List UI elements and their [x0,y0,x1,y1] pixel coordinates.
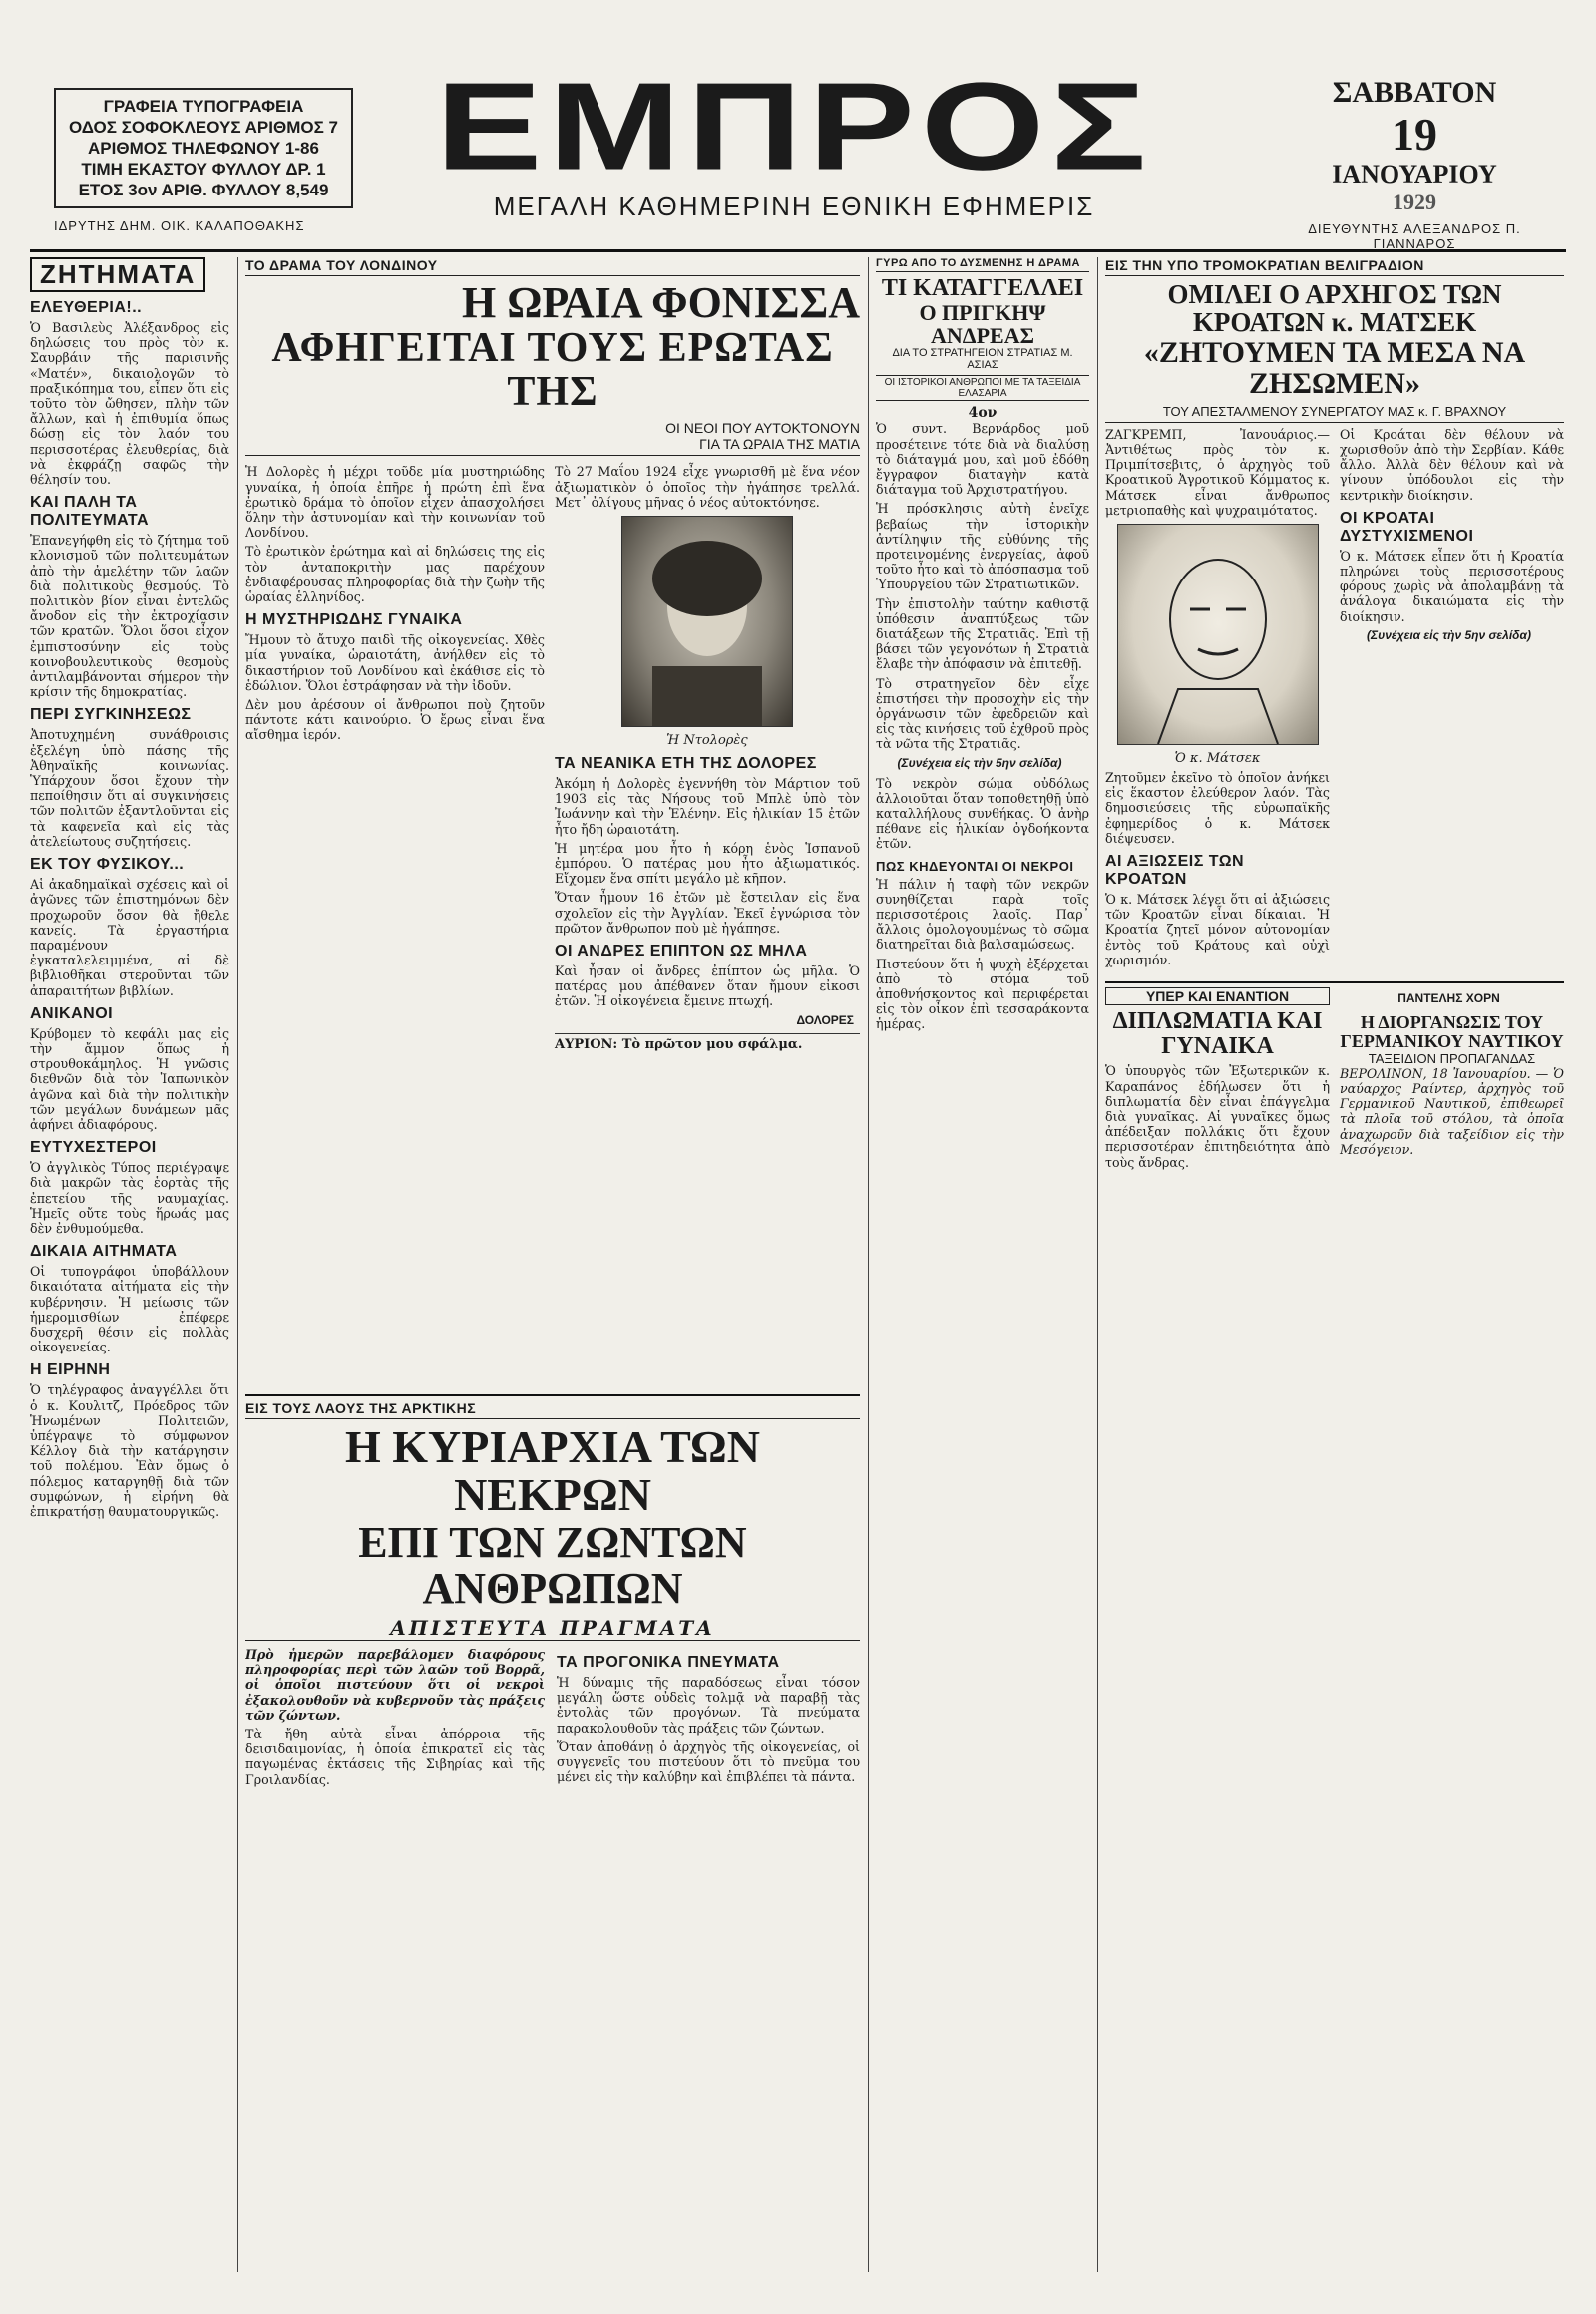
article-matsek [1105,257,1564,2272]
subhead: ΟΙ ΚΡΟΑΤΑΙ ΔΥΣΤΥΧΙΣΜΕΝΟΙ [1340,509,1474,545]
paragraph: Ὁ κ. Μάτσεκ λέγει ὅτι αἱ ἀξιώσεις τῶν Κροατῶν εἶναι δίκαιαι. Ἡ Κροατία ζητεῖ μόνον αὐτονομίαν ἐντὸς τοῦ Κράτους καὶ οὐχὶ χωρισμόν. [1105,891,1330,967]
series-number: 4ον [968,405,998,422]
paragraph: ΖΑΓΚΡΕΜΠ, Ἰανουάριος.— Ἀντιθέτως πρὸς τὸν κ. Πριμπίτσεβιτς, ὁ ἀρχηγὸς τοῦ Κροατικοῦ Ἀγροτικοῦ Κόμματος κ. Μάτσεκ εἶναι ἄνθρωπος μετριοπαθὴς καὶ ψυχραιμότατος. [1105,426,1330,518]
masthead-date [1265,76,1564,251]
paragraph: Οἱ Κροάται δὲν θέλουν νὰ χωρισθοῦν ἀπὸ τὴν Σερβίαν. Κάθε ἄλλο. Ἀλλὰ δὲν θέλουν καὶ νὰ γίνουν ὑπόδουλοι εἰς τὴν κεντρικὴν διοίκησιν. [1340,426,1564,503]
paragraph: Τὸ ἐρωτικὸν ἐρώτημα καὶ αἱ δηλώσεις της εἰς τὸν ἀνταποκριτὴν μας παρέχουν ἐνδιαφέρουσας πληροφορίας διὰ τὴν ζωὴν τῆς ὡραίας ἑλληνίδος. [245,544,545,604]
subhead: ΚΑΙ ΠΑΛΗ ΤΑ ΠΟΛΙΤΕΥΜΑΤΑ [30,494,149,530]
masthead-info [54,88,353,233]
paragraph: Καὶ ἦσαν οἱ ἄνδρες ἐπίπτον ὡς μῆλα. Ὁ πατέρας μου ἀπέθανεν ὅταν ἤμουν εἰκοσι ἐτῶν. Ἡ οἰκογένεια ἔμεινε πτωχή. [555,964,860,1009]
newspaper-subtitle: ΜΕΓΑΛΗ ΚΑΘΗΜΕΡΙΝΗ ΕΘΝΙΚΗ ΕΦΗΜΕΡΙΣ [493,192,1095,221]
paragraph: ΒΕΡΟΛΙΝΟΝ, 18 Ἰανουαρίου. — Ὁ ναύαρχος Ραίντερ, ἀρχηγὸς τοῦ Γερμανικοῦ Ναυτικοῦ, ἐπιθεωρεῖ τὰ πλοῖα τοῦ στόλου, τὰ ὁποῖα ἀναχωροῦν διὰ ταξείδιον εἰς τὴν Μεσόγειον. [1340,1065,1564,1157]
byline: ΤΟΥ ΑΠΕΣΤΑΛΜΕΝΟΥ ΣΥΝΕΡΓΑΤΟΥ ΜΑΣ κ. Γ. ΒΡΑΧΝΟΥ [1105,404,1564,423]
headline: ΕΠΙ ΤΩΝ ΖΩΝΤΩΝ ΑΝΘΡΩΠΩΝ [358,1517,747,1613]
subheadline: ΤΑΞΕΙΔΙΟΝ ΠΡΟΠΑΓΑΝΔΑΣ [1368,1050,1536,1066]
masthead-title [435,56,1153,222]
paragraph: Ἡ Δολορὲς ἡ μέχρι τοῦδε μία μυστηριώδης γυναίκα, ἡ ὁποία ἐπῆρε ἡ πρώτη ἐπὶ ἕνα ἐρωτικὸ δράμα τὸ ὁποῖον εἶχεν ἀπασχολήσει ὅλην τὴν ἀστυνομίαν καὶ τὴν κοινωνίαν τοῦ Λονδίνου. [245,464,545,541]
paragraph-lead: Πρὸ ἡμερῶν παρεβάλομεν διαφόρους πληροφορίας περὶ τῶν λαῶν τοῦ Βορρᾶ, οἱ ὁποῖοι πιστεύουν ὅτι οἱ νεκροὶ ἐξακολουθοῦν νὰ κυβερνοῦν τὰς πράξεις τῶν ζώντων. [245,1646,545,1723]
paragraph: Ἀποτυχημένη συνάθροισις ἐξελέγη ὑπὸ πάσης τῆς Ἀθηναϊκῆς κοινωνίας. Ὑπάρχουν ὅσοι ἔχουν τὴν πεποίθησιν ὅτι αἱ συγκινήσεις τῶν πολιτῶν ἐξαντλοῦνται εἰς τὰ καφενεῖα καὶ εἰς τὰς ἀτελείωτους συζητήσεις. [30,727,229,849]
info-line: ΤΙΜΗ ΕΚΑΣΤΟΥ ΦΥΛΛΟΥ ΔΡ. 1 [81,160,326,179]
column-divider [237,257,238,2272]
headline: Η ΩΡΑΙΑ ΦΟΝΙΣΣΑ [461,278,860,327]
subhead: ΕΛΕΥΘΕΡΙΑ!.. [30,299,143,316]
paragraph: Οἱ τυπογράφοι ὑποβάλλουν δικαιότατα αἰτήματα εἰς τὴν κυβέρνησιν. Ἡ μείωσις τῶν ἡμερομισθίων ἐπέφερε δυσχερῆ θέσιν εἰς πολλὰς οἰκογενείας. [30,1264,229,1355]
photo-dolores [621,516,793,727]
paragraph: Ὁ κ. Μάτσεκ εἶπεν ὅτι ἡ Κροατία πληρώνει τοὺς περισσοτέρους φόρους χωρὶς νὰ ἀπολαμβάνῃ τὰ ἀνάλογα δικαιώματα εἰς τὴν διοίκησιν. [1340,548,1564,624]
paragraph: Ἡ πάλιν ἡ ταφὴ τῶν νεκρῶν συνηθίζεται παρὰ τοῖς περισσοτέροις λαοῖς. Παρ᾽ ἄλλοις ὁμολογουμένως τὸ σῶμα διατηρεῖται διὰ βαλσαμώσεως. [876,876,1089,953]
photo-caption: Ἡ Ντολορὲς [666,732,748,748]
subhead: ΕΚ ΤΟΥ ΦΥΣΙΚΟΥ... [30,856,185,874]
paragraph: Ὁ Βασιλεὺς Ἀλέξανδρος εἰς δηλώσεις του πρὸς τὸν κ. Σαυρβάιν τῆς παρισινῆς «Ματέν», δικαιολογῶν τὸ πραξικόπημα του, εἶπεν ὅτι εἰς τοῦτο τὸν ὤθησεν, πλὴν τῶν ἄλλων, καὶ ἡ ἐπιθυμία ὅπως δώσῃ εἰς τὸν λαόν του περισσοτέρας ἐλευθερίας, διὰ νὰ ἐκφράζῃ σαφῶς τὴν θέλησίν του. [30,320,229,488]
headline: ΔΙΠΛΩΜΑΤΙΑ ΚΑΙ ΓΥΝΑΙΚΑ [1112,1007,1323,1060]
column-banner: ΥΠΕΡ ΚΑΙ ΕΝΑΝΤΙΟΝ [1105,987,1330,1005]
series-title: ΟΙ ΙΣΤΟΡΙΚΟΙ ΑΝΘΡΩΠΟΙ ΜΕ ΤΑ ΤΑΞΕΙΔΙΑ ΕΛΑΣΑΡΙΑ [876,375,1089,401]
subhead: ΑΙ ΑΞΙΩΣΕΙΣ ΤΩΝ ΚΡΟΑΤΩΝ [1105,852,1245,888]
director-line: ΔΙΕΥΘΥΝΤΗΣ ΑΛΕΞΑΝΔΡΟΣ Π. ΓΙΑΝΝΑΡΟΣ [1308,221,1521,251]
column-zitimata [30,257,229,2272]
subheadline: ΓΙΑ ΤΑ ΩΡΑΙΑ ΤΗΣ ΜΑΤΙΑ [245,436,860,456]
headline: ΤΙ ΚΑΤΑΓΓΕΛΛΕΙ [881,275,1084,301]
headline: «ΖΗΤΟΥΜΕΝ ΤΑ ΜΕΣΑ ΝΑ ΖΗΣΩΜΕΝ» [1143,335,1526,401]
subhead: ΕΥΤΥΧΕΣΤΕΡΟΙ [30,1139,157,1157]
paragraph: Ὁ ὑπουργὸς τῶν Ἐξωτερικῶν κ. Καραπάνος ἐδήλωσεν ὅτι ἡ διπλωματία δὲν εἶναι ἐπάγγελμα διὰ γυναῖκας. Αἱ γυναῖκες ὅμως ἀπέδειξαν πολλάκις ὅτι ἔχουν περισσοτέραν ἐπιτηδειότητα ἀπὸ τοὺς ἄνδρας. [1105,1063,1330,1170]
date-month: ΙΑΝΟΥΑΡΙΟΥ [1332,160,1497,189]
subhead: ΔΙΚΑΙΑ ΑΙΤΗΜΑΤΑ [30,1243,178,1261]
paragraph: Ζητοῦμεν ἐκεῖνο τὸ ὁποῖον ἀνήκει εἰς ἕκαστον ἐλεύθερον λαόν. Τὰς δημοσιεύσεις τῆς εὐρωπαϊκῆς ἐφημερίδος ὁ κ. Μάτσεκ διέψευσεν. [1105,769,1330,846]
paragraph: Ἡ δύναμις τῆς παραδόσεως εἶναι τόσον μεγάλη ὥστε οὐδεὶς τολμᾷ νὰ παραβῇ τὰς ἐντολὰς τῶν προγόνων. Τὰ πνεύματα παρακολουθοῦν τὰς πράξεις τῶν ζώντων. [557,1674,860,1736]
continued-note: (Συνέχεια εἰς τὴν 5ην σελίδα) [1367,627,1531,642]
info-line: ΟΔΟΣ ΣΟΦΟΚΛΕΟΥΣ ΑΡΙΘΜΟΣ 7 [69,118,338,137]
headline: Η ΚΥΡΙΑΡΧΙΑ ΤΩΝ ΝΕΚΡΩΝ [345,1421,760,1521]
headline: ΟΜΙΛΕΙ Ο ΑΡΧΗΓΟΣ ΤΩΝ ΚΡΟΑΤΩΝ κ. ΜΑΤΣΕΚ [1167,279,1502,338]
info-line: ΓΡΑΦΕΙΑ ΤΥΠΟΓΡΑΦΕΙΑ [103,97,304,116]
paragraph: Αἱ ἀκαδημαϊκαὶ σχέσεις καὶ οἱ ἀγῶνες τῶν ἐπιστημόνων δὲν προχωροῦν ὅσον θὰ ἤθελε κανείς. Τὰ ἐργαστήρια παραμένουν ἐγκαταλελειμμένα, αἱ δὲ βιβλιοθῆκαι στεροῦνται τῶν ἀπαραιτήτων βιβλίων. [30,877,229,998]
paragraph: Ἤμουν τὸ ἄτυχο παιδὶ τῆς οἰκογενείας. Χθὲς μία γυναίκα, ὡραιοτάτη, ἀνήλθεν εἰς τὸ δικαστήριον τοῦ Λονδίνου καὶ ἐκάθισε εἰς τὸ ἑδώλιον. Ὅλοι ἐστράφησαν νὰ τὴν ἰδοῦν. [245,632,545,693]
paragraph: Ἡ πρόσκλησις αὐτὴ ἐνεῖχε βεβαίως τὴν ἱστορικὴν ἀντίληψιν τῆς εὐθύνης τῆς προτεινομένης ἐνεργείας, ἀφοῦ τοῦτο ἦτο καὶ τὸ ἀπόσπασμα τοῦ Ὑπουργείου τῶν Στρατιωτικῶν. [876,501,1089,592]
photo-caption: Ὁ κ. Μάτσεκ [1174,750,1261,766]
paragraph: Ὅταν ἀποθάνῃ ὁ ἀρχηγὸς τῆς οἰκογενείας, οἱ συγγενεῖς του πιστεύουν ὅτι τὸ πνεῦμα του μένει εἰς τὴν καλύβην καὶ ἐπιβλέπει τὰ πάντα. [557,1738,860,1785]
article-arctic [245,1400,860,2268]
paragraph: Ὁ ἀγγλικὸς Τύπος περιέγραψε διὰ μακρῶν τὰς ἑορτὰς τῆς ἐπετείου τῆς ναυμαχίας. Ἡμεῖς οὔτε τοὺς ἥρωάς μας δὲν ἐνθυμούμεθα. [30,1160,229,1236]
info-line: ΕΤΟΣ 3ον ΑΡΙΘ. ΦΥΛΛΟΥ 8,549 [78,181,329,199]
masthead-info-box [54,88,353,208]
paragraph: Κρύβομεν τὸ κεφάλι μας εἰς τὴν ἄμμον ὅπως ἡ στρουθοκάμηλος. Ἡ γνῶσις διεθνῶν διὰ τὸν Ἰαπωνικὸν ἀγῶνα καὶ διὰ τὴν πολιτικὴν τῶν μεγάλων δυνάμεων μᾶς ἀφήνει ἀδιαφόρους. [30,1025,229,1132]
article-kicker: ΤΟ ΔΡΑΜΑ ΤΟΥ ΛΟΝΔΙΝΟΥ [245,257,860,276]
paragraph: Τὸ στρατηγεῖον δὲν εἶχε ἐπιστήσει τὴν προσοχὴν εἰς τὴν ὀργάνωσιν τῶν ἐφεδρειῶν καὶ εἰς τὰς κινήσεις τοῦ ἐχθροῦ πρὸς τὰ νῶτα τῆς Στρατιᾶς. [876,675,1089,752]
founder-line: ΙΔΡΥΤΗΣ ΔΗΜ. ΟΙΚ. ΚΑΛΑΠΟΘΑΚΗΣ [54,218,305,233]
section-rule [245,1394,860,1396]
paragraph: Τὰ ἤθη αὐτὰ εἶναι ἀπόρροια τῆς δεισιδαιμονίας, ἡ ὁποία ἐπικρατεῖ εἰς τὰς παγωμένας ἐκτάσεις τῆς Σιβηρίας καὶ τῆς Γροιλανδίας. [245,1726,545,1787]
article-prince-andreas [876,257,1089,2272]
paragraph: Πιστεύουν ὅτι ἡ ψυχὴ ἐξέρχεται ἀπὸ τὸ στόμα τοῦ ἀποθνήσκοντος καὶ περιφέρεται εἰς τὸν οἶκον ἐπὶ τεσσαράκοντα ἡμέρας. [876,956,1089,1032]
date-number: 19 [1392,109,1437,160]
subhead: ΠΩΣ ΚΗΔΕΥΟΝΤΑΙ ΟΙ ΝΕΚΡΟΙ [876,858,1074,874]
column-divider [1097,257,1098,2272]
paragraph: Τὸ νεκρὸν σώμα οὐδόλως ἀλλοιοῦται ὅταν τοποθετηθῇ ὑπὸ καταλλήλους συνθήκας. Ὁ ἀνὴρ πέθανε εἰς ἡλικίαν ὀγδοήκοντα ἐτῶν. [876,775,1089,852]
masthead-rule [30,249,1566,252]
subhead: Η ΕΙΡΗΝΗ [30,1361,111,1379]
headline: Ο ΠΡΙΓΚΗΨ ΑΝΔΡΕΑΣ [919,300,1046,349]
paragraph: Τὸ 27 Μαΐου 1924 εἶχε γνωρισθῆ μὲ ἕνα νέον ἀξιωματικὸν ὁ ὁποῖος τὴν ἠγάπησε τρελλά. Μετ᾽ ὀλίγους μῆνας ὁ νέος αὐτοκτόνησε. [555,464,860,510]
column-divider [868,257,869,2272]
signature: ΔΟΛΟΡΕΣ [796,1012,854,1027]
portrait-figure [622,517,792,726]
subhead: ΑΝΙΚΑΝΟΙ [30,1004,114,1022]
subhead: ΟΙ ΑΝΔΡΕΣ ΕΠΙΠΤΟΝ ΩΣ ΜΗΛΑ [555,943,808,961]
next-issue-note: ΑΥΡΙΟΝ: Τὸ πρῶτον μου σφάλμα. [555,1033,860,1052]
article-kicker: ΓΥΡΩ ΑΠΟ ΤΟ ΔΥΣΜΕΝΗΣ Η ΔΡΑΜΑ [876,257,1089,272]
paragraph: Ἡ μητέρα μου ἦτο ἡ κόρη ἑνὸς Ἱσπανοῦ ἐμπόρου. Ὁ πατέρας μου ἦτο ἀξιωματικός. Εἴχομεν ἕνα σπίτι μεγάλο μὲ κῆπον. [555,840,860,887]
subheadline: ΟΙ ΝΕΟΙ ΠΟΥ ΑΥΤΟΚΤΟΝΟΥΝ [665,420,860,437]
paragraph: Ὁ συντ. Βερνάρδος μοῦ προσέτεινε τότε διὰ νὰ διαλύσῃ τὸ διάταγμά μου, καὶ μοῦ ἐδόθη ἔγγραφον διαταγὴν κατὰ διάταγμα τοῦ Ἀρχιστρατήγου. [876,421,1089,498]
subhead: ΠΕΡΙ ΣΥΓΚΙΝΗΣΕΩΣ [30,706,192,724]
headline-sub: ΔΙΑ ΤΟ ΣΤΡΑΤΗΓΕΙΟΝ ΣΤΡΑΤΙΑΣ Μ. ΑΣΙΑΣ [892,347,1073,372]
paragraph: Ἀκόμη ἡ Δολορὲς ἐγεννήθη τὸν Μάρτιον τοῦ 1903 εἰς τὰς Νήσους τοῦ Μπλὲ ὑπὸ τὸν Ἰωάννην καὶ τὴν Ἑλένην. Εἰς ἡλικίαν 15 ἐτῶν ἦτο ἤδη ὡραιοτάτη. [555,775,860,837]
date-day: ΣΑΒΒΑΤΟΝ [1332,76,1497,109]
continued-note: (Συνέχεια εἰς τὴν 5ην σελίδα) [897,755,1062,770]
headline: Η ΔΙΟΡΓΑΝΩΣΙΣ ΤΟΥ ΓΕΡΜΑΝΙΚΟΥ ΝΑΥΤΙΚΟΥ [1340,1011,1564,1051]
info-line: ΑΡΙΘΜΟΣ ΤΗΛΕΦΩΝΟΥ 1-86 [88,139,319,158]
headline-tagline: ΑΠΙΣΤΕΥΤΑ ΠΡΑΓΜΑΤΑ [245,1616,860,1641]
subhead: Η ΜΥΣΤΗΡΙΩΔΗΣ ΓΥΝΑΙΚΑ [245,611,463,629]
article-kicker: ΕΙΣ ΤΟΥΣ ΛΑΟΥΣ ΤΗΣ ΑΡΚΤΙΚΗΣ [245,1400,860,1419]
signature: ΠΑΝΤΕΛΗΣ ΧΟΡΝ [1397,990,1500,1005]
paragraph: Δὲν μου ἀρέσουν οἱ ἄνθρωποι ποὺ ζητοῦν πάντοτε κάτι καινούριο. Ὁ ἔρως εἶναι ἕνα αἴσθημα ἱερόν. [245,697,545,743]
article-kicker: ΕΙΣ ΤΗΝ ΥΠΟ ΤΡΟΜΟΚΡΑΤΙΑΝ ΒΕΛΙΓΡΑΔΙΟΝ [1105,257,1564,276]
paragraph: Τὴν ἐπιστολὴν ταύτην καθιστᾷ ὑπόθεσιν ἀναπτύξεως τῶν διατάξεων τῆς Στρατιᾶς. Ἐπὶ τῇ βάσει τῶν γεγονότων ἡ Στρατιὰ ἔλαβε τὴν ἀπόφασιν νὰ ἐπιτεθῇ. [876,595,1089,672]
subhead: ΤΑ ΠΡΟΓΟΝΙΚΑ ΠΝΕΥΜΑΤΑ [557,1653,780,1671]
paragraph: Ὅταν ἦμουν 16 ἐτῶν μὲ ἔστειλαν εἰς ἕνα σχολεῖον εἰς τὴν Ἀγγλίαν. Ἐκεῖ ἐγνώρισα τὸν πρῶτον ἄνθρωπον ποὺ μὲ ἠγάπησε. [555,890,860,936]
paragraph: Ἐπανεγήφθη εἰς τὸ ζήτημα τοῦ κλονισμοῦ τῶν πολιτευμάτων ἀπὸ τὴν ἀμελέτην τῶν λαῶν διὰ πολιτικοὺς θεσμούς. Τὸ πολιτικὸν βίον εἶναι ἐντελῶς ἄνοδον εἰς τὴν ἐκτροχίασιν τῶν κρατῶν. Ὅλοι ὅσοι εἶχον ἐμπιστοσύνην εἰς τοὺς κοινοβουλευτικοὺς θεσμοὺς ἀντιλαμβάνονται σήμερον τὴν κρίσιν τῆς δημοκρατίας. [30,533,229,700]
date-year: 1929 [1393,190,1436,214]
paragraph: Ὁ τηλέγραφος ἀναγγέλλει ὅτι ὁ κ. Κουλιτζ, Πρόεδρος τῶν Ἡνωμένων Πολιτειῶν, ὑπέγραψε τὸ σύμφωνον Κέλλογ διὰ τὴν κατάργησιν τοῦ πολέμου. Ἐὰν ὅμως ὁ πόλεμος καταργηθῇ διὰ τῶν συμφώνων, ἡ εἰρήνη θὰ ἐπικρατήσῃ θαυματουργικῶς. [30,1382,229,1519]
subhead: ΤΑ ΝΕΑΝΙΚΑ ΕΤΗ ΤΗΣ ΔΟΛΟΡΕΣ [555,754,817,772]
newspaper-name: ΕΜΠΡΟΣ [435,56,1153,196]
section-head: ΖΗΤΗΜΑΤΑ [30,257,205,292]
portrait-sketch [1118,525,1318,744]
article-dolores [245,257,860,1384]
headline: ΑΦΗΓΕΙΤΑΙ ΤΟΥΣ ΕΡΩΤΑΣ ΤΗΣ [271,325,834,416]
photo-matsek [1117,524,1319,745]
